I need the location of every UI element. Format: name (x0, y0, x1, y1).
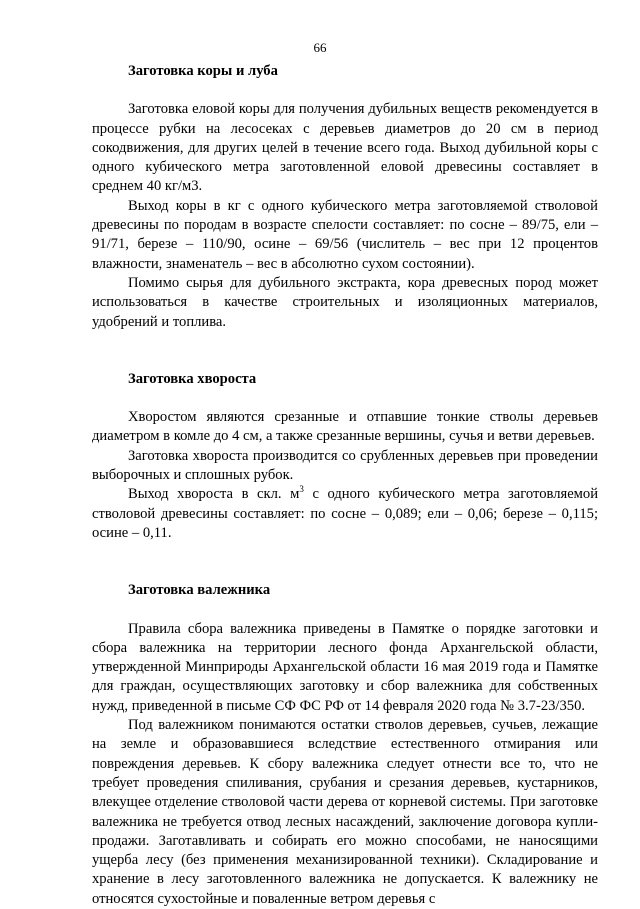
section-heading: Заготовка хвороста (128, 370, 257, 387)
paragraph: Заготовка еловой коры для получения дубильных веществ рекомендуется в процессе рубки на лесосеках с деревьев диаметров до 20 см в период сокодвижения, для других целей в течение всего года. Выход дубильной коры с одного кубического метра заготовленной еловой древесины составляет в среднем 40 кг/м3. (92, 101, 598, 195)
paragraph-text: Выход хвороста в скл. м (128, 486, 300, 503)
section-heading: Заготовка коры и луба (128, 63, 278, 79)
paragraph-text: с одного кубического метра заготовляемой стволовой древесины составляет: по сосне – 0,089; ели – 0,06; березе – 0,115; осине – 0,11. (92, 486, 599, 541)
paragraph: Помимо сырья для дубильного экстракта, кора древесных пород может использоваться в качестве строительных и изоляционных материалов, удобрений и топлива. (92, 274, 598, 330)
section-spacer (92, 543, 598, 581)
section-brushwood (92, 370, 598, 543)
paragraph: Выход коры в кг с одного кубического метра заготовляемой стволовой древесины по породам в возрасте спелости составляет: по сосне – 89/75, ели – 91/71, березе – 110/90, осине – 69/56 (числитель – вес при 12 процентов влажности, знаменатель – вес в абсолютно сухом состоянии). (92, 197, 598, 272)
page-number: 66 (313, 40, 327, 55)
section-heading: Заготовка валежника (128, 582, 271, 599)
paragraph: Заготовка хвороста производится со срубленных деревьев при проведении выборочных и сплошных рубок. (92, 447, 598, 484)
paragraph-brushwood-yield (92, 485, 598, 543)
section-bark-and-bast (92, 62, 598, 332)
document-body (92, 62, 598, 909)
section-deadwood (92, 581, 598, 909)
paragraph: Хворостом являются срезанные и отпавшие тонкие стволы деревьев диаметром в комле до 4 см, а также срезанные вершины, сучья и ветви деревьев. (92, 409, 598, 445)
superscript: 3 (299, 484, 304, 495)
paragraph: Правила сбора валежника приведены в Памятке о порядке заготовки и сбора валежника на территории лесного фонда Архангельской области, утвержденной Минприроды Архангельской области 16 мая 2019 года и Памятке для граждан, осуществляющих заготовку и сбор валежника для собственных нужд, приведенной в письме СФ ФС РФ от 14 февраля 2020 года № 3.7-23/350. (92, 620, 598, 714)
section-spacer (92, 332, 598, 370)
paragraph: Под валежником понимаются остатки стволов деревьев, сучьев, лежащие на земле и образовавшиеся вследствие естественного отмирания или повреждения деревьев. К сбору валежника следует отнести все то, что не требует проведения спиливания, срубания и срезания деревьев, кустарников, влекущее отделение стволовой части дерева от корневой системы. При заготовке валежника не требуется отвод лесных насаждений, заключение договора купли-продажи. Заготавливать и собирать его можно способами, не наносящими ущерба лесу (без применения механизированной техники). Складирование и хранение в лесу заготовленного валежника не допускается. К валежнику не относятся сухостойные и поваленные ветром деревья с (92, 717, 598, 907)
